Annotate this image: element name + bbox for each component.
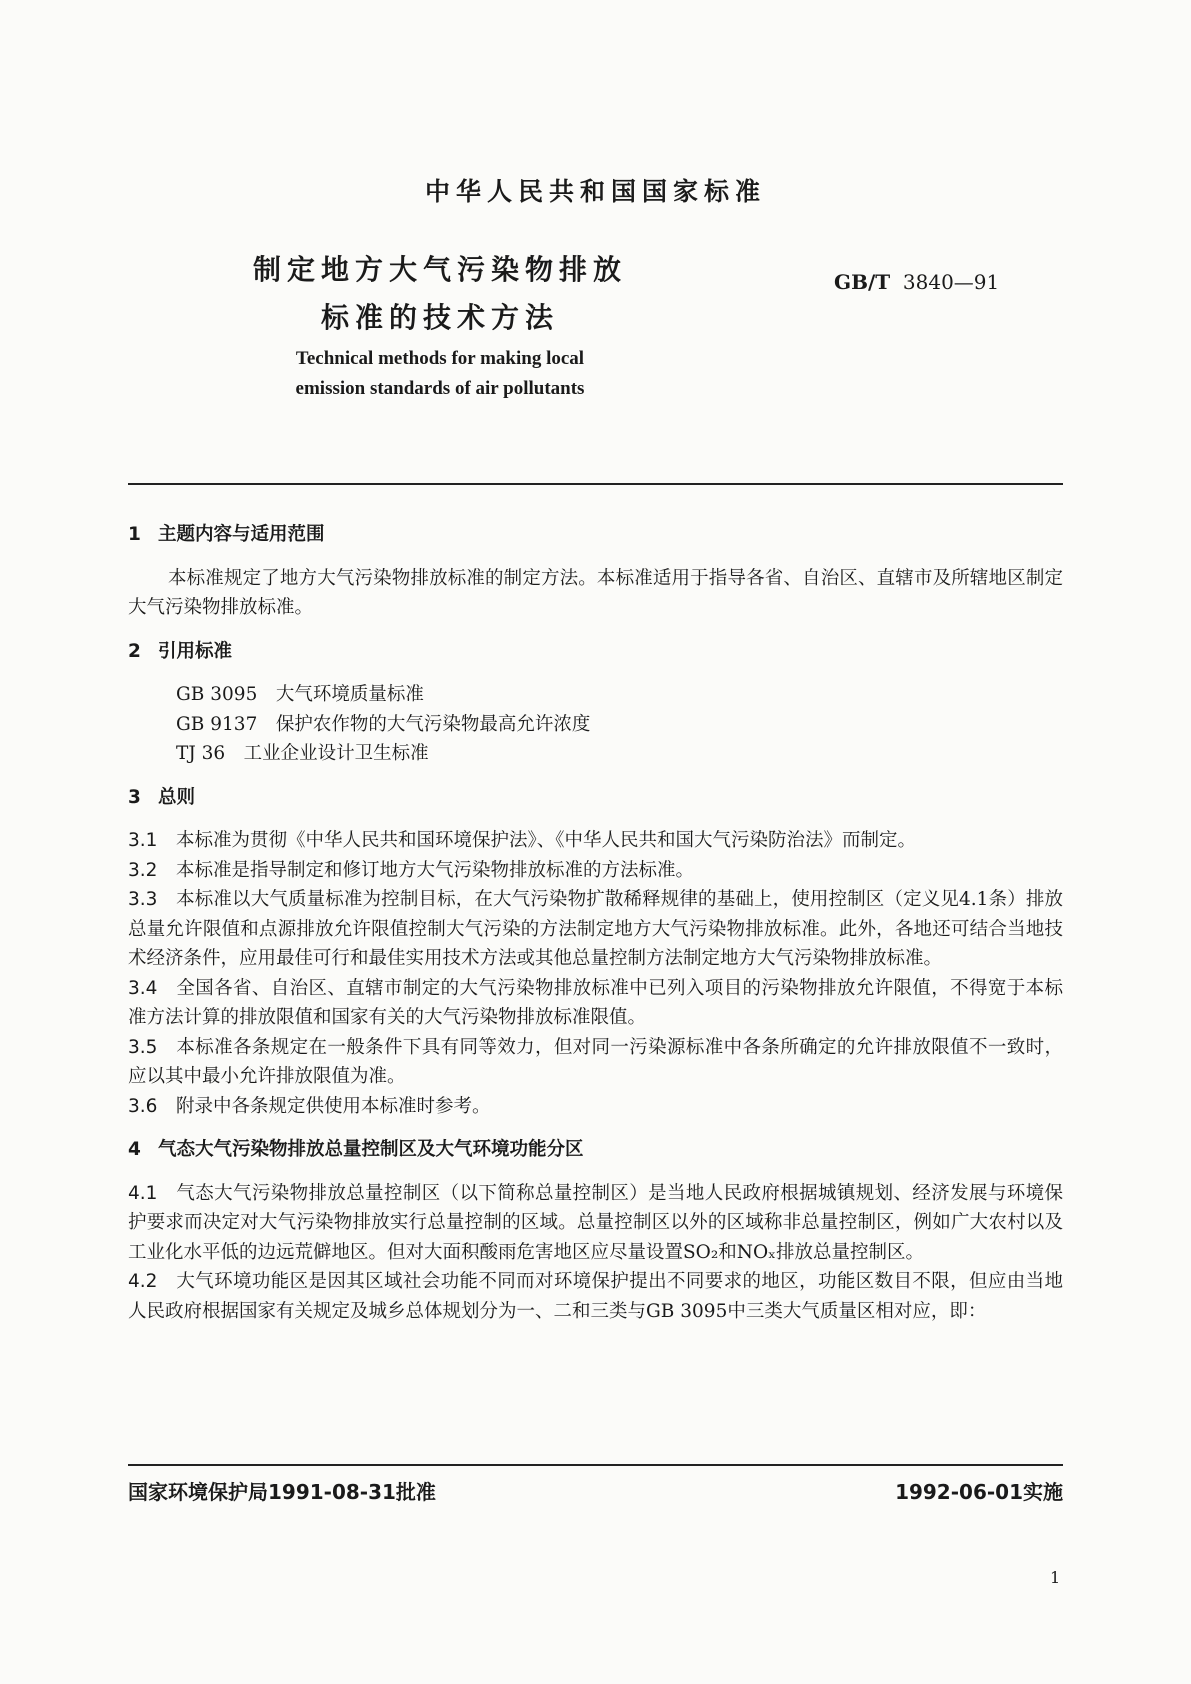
effective-date: 1992-06-01实施 xyxy=(895,1480,1063,1504)
document-body xyxy=(128,520,1063,1326)
title-en-line1: Technical methods for making local xyxy=(295,348,585,369)
section-1-paragraph: 本标准规定了地方大气污染物排放标准的制定方法。本标准适用于指导各省、自治区、直辖市及所辖地区制定大气污染物排放标准。 xyxy=(128,567,1063,618)
title-cn-line1: 制定地方大气污染物排放 xyxy=(252,253,627,286)
footer-divider xyxy=(128,1464,1063,1466)
section-title: 气态大气污染物排放总量控制区及大气环境功能分区 xyxy=(158,1139,584,1160)
section-title: 引用标准 xyxy=(158,640,233,662)
approval-date: 国家环境保护局1991-08-31批准 xyxy=(128,1480,436,1504)
section-number: 1 xyxy=(128,524,141,545)
clause-4-2 xyxy=(128,1267,1063,1326)
clause-3-6 xyxy=(128,1092,1063,1122)
clause-number: 3.3 xyxy=(128,889,158,910)
section-number: 4 xyxy=(128,1139,141,1160)
reference-list xyxy=(128,680,1063,769)
title-cn-line2: 标准的技术方法 xyxy=(320,301,559,334)
title-en-line2: emission standards of air pollutants xyxy=(295,378,585,399)
clause-3-4 xyxy=(128,974,1063,1033)
section-title: 总则 xyxy=(158,786,196,808)
clause-3-3 xyxy=(128,885,1063,974)
clause-3-5 xyxy=(128,1033,1063,1092)
section-heading-2 xyxy=(128,637,1063,667)
section-number: 2 xyxy=(128,640,141,662)
clause-3-2 xyxy=(128,856,1063,886)
section-heading-3 xyxy=(128,783,1063,813)
clause-number: 3.6 xyxy=(128,1095,158,1117)
clause-text: 大气环境功能区是因其区域社会功能不同而对环境保护提出不同要求的地区，功能区数目不限，但应由当地人民政府根据国家有关规定及城乡总体规划分为一、二和三类与GB 3095中三类大气质量区相对应，即： xyxy=(128,1271,1063,1322)
clause-4-1 xyxy=(128,1179,1063,1268)
clause-text: 全国各省、自治区、直辖市制定的大气污染物排放标准中已列入项目的污染物排放允许限值，不得宽于本标准方法计算的排放限值和国家有关的大气污染物排放标准限值。 xyxy=(128,977,1063,1028)
clause-text: 本标准为贯彻《中华人民共和国环境保护法》、《中华人民共和国大气污染防治法》而制定。 xyxy=(176,830,917,851)
section-heading-1 xyxy=(128,520,1063,550)
clause-text: 本标准各条规定在一般条件下具有同等效力，但对同一污染源标准中各条所确定的允许排放限值不一致时，应以其中最小允许排放限值为准。 xyxy=(128,1036,1063,1087)
clause-number: 3.5 xyxy=(128,1036,158,1058)
reference-item: GB 3095 大气环境质量标准 xyxy=(176,684,424,705)
clause-text: 气态大气污染物排放总量控制区（以下简称总量控制区）是当地人民政府根据城镇规划、经济发展与环境保护要求而决定对大气污染物排放实行总量控制的区域。总量控制区以外的区域称非总量控制区，例如广大农村以及工业化水平低的边远荒僻地区。但对大面积酸雨危害地区应尽量设置SO₂和NOₓ排放总量控制区。 xyxy=(128,1182,1063,1263)
section-number: 3 xyxy=(128,786,141,808)
section-title: 主题内容与适用范围 xyxy=(158,524,325,545)
reference-item: GB 9137 保护农作物的大气污染物最高允许浓度 xyxy=(176,713,591,735)
code-number: 3840—91 xyxy=(902,270,1000,294)
section-heading-4 xyxy=(128,1135,1063,1165)
clause-number: 4.1 xyxy=(128,1182,158,1204)
clause-number: 3.1 xyxy=(128,830,158,851)
header-divider xyxy=(128,483,1063,485)
reference-item: TJ 36 工业企业设计卫生标准 xyxy=(176,743,429,764)
clause-number: 4.2 xyxy=(128,1271,158,1292)
code-prefix: GB/T xyxy=(834,270,891,294)
clause-number: 3.4 xyxy=(128,977,158,999)
clause-text: 附录中各条规定供使用本标准时参考。 xyxy=(176,1095,491,1117)
standard-code xyxy=(834,270,999,294)
national-standard-heading: 中华人民共和国国家标准 xyxy=(424,177,766,206)
clause-text: 本标准是指导制定和修订地方大气污染物排放标准的方法标准。 xyxy=(176,859,695,881)
clause-number: 3.2 xyxy=(128,859,158,881)
clause-text: 本标准以大气质量标准为控制目标，在大气污染物扩散稀释规律的基础上，使用控制区（定义见4.1条）排放总量允许限值和点源排放允许限值控制大气污染的方法制定地方大气污染物排放标准。此外，各地还可结合当地技术经济条件，应用最佳可行和最佳实用技术方法或其他总量控制方法制定地方大气污染物排放标准。 xyxy=(128,889,1063,969)
clause-3-1 xyxy=(128,826,1063,856)
page-number: 1 xyxy=(1050,1568,1061,1587)
